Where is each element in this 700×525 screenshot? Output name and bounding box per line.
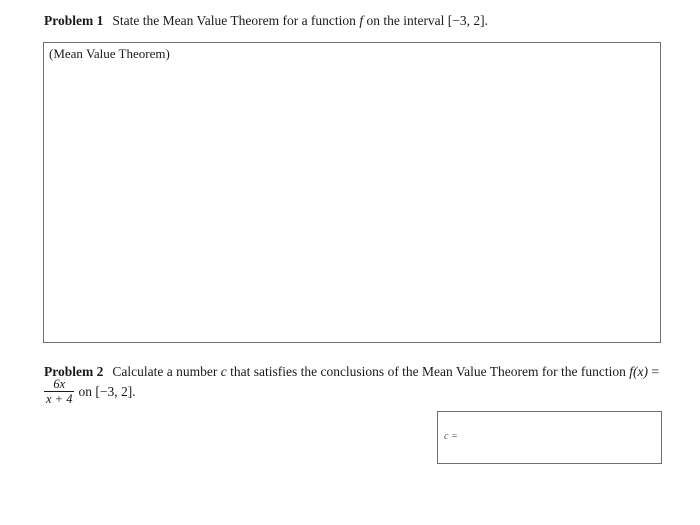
c-value-answer-box[interactable] <box>437 411 662 464</box>
problem-1-statement <box>44 13 488 29</box>
function-symbol-f: f <box>359 13 364 28</box>
number-symbol-c: c <box>220 364 227 379</box>
interval-text: on [−3, 2]. <box>78 383 136 399</box>
problem-2-text-part-1: Calculate a number <box>112 364 221 379</box>
function-fraction <box>44 377 74 406</box>
mean-value-theorem-placeholder: (Mean Value Theorem) <box>49 46 170 61</box>
function-notation: f(x) <box>629 364 648 379</box>
problem-2-label: Problem 2 <box>44 364 104 379</box>
problem-1-label: Problem 1 <box>44 13 104 28</box>
fraction-denominator: x + 4 <box>46 392 73 406</box>
mean-value-theorem-answer-box[interactable] <box>43 42 661 343</box>
problem-1-text-part-1: State the Mean Value Theorem for a function <box>112 13 360 28</box>
equals-sign: = <box>647 364 659 379</box>
problem-2-statement <box>44 364 659 380</box>
problem-1-text-part-2: on the interval [−3, 2]. <box>363 13 489 28</box>
fraction-numerator: 6x <box>53 377 66 391</box>
problem-2-text-part-2: that satisfies the conclusions of the Mean Value Theorem for the function <box>226 364 630 379</box>
problem-2-function-definition <box>44 377 136 406</box>
c-equals-label: c = <box>444 431 458 442</box>
